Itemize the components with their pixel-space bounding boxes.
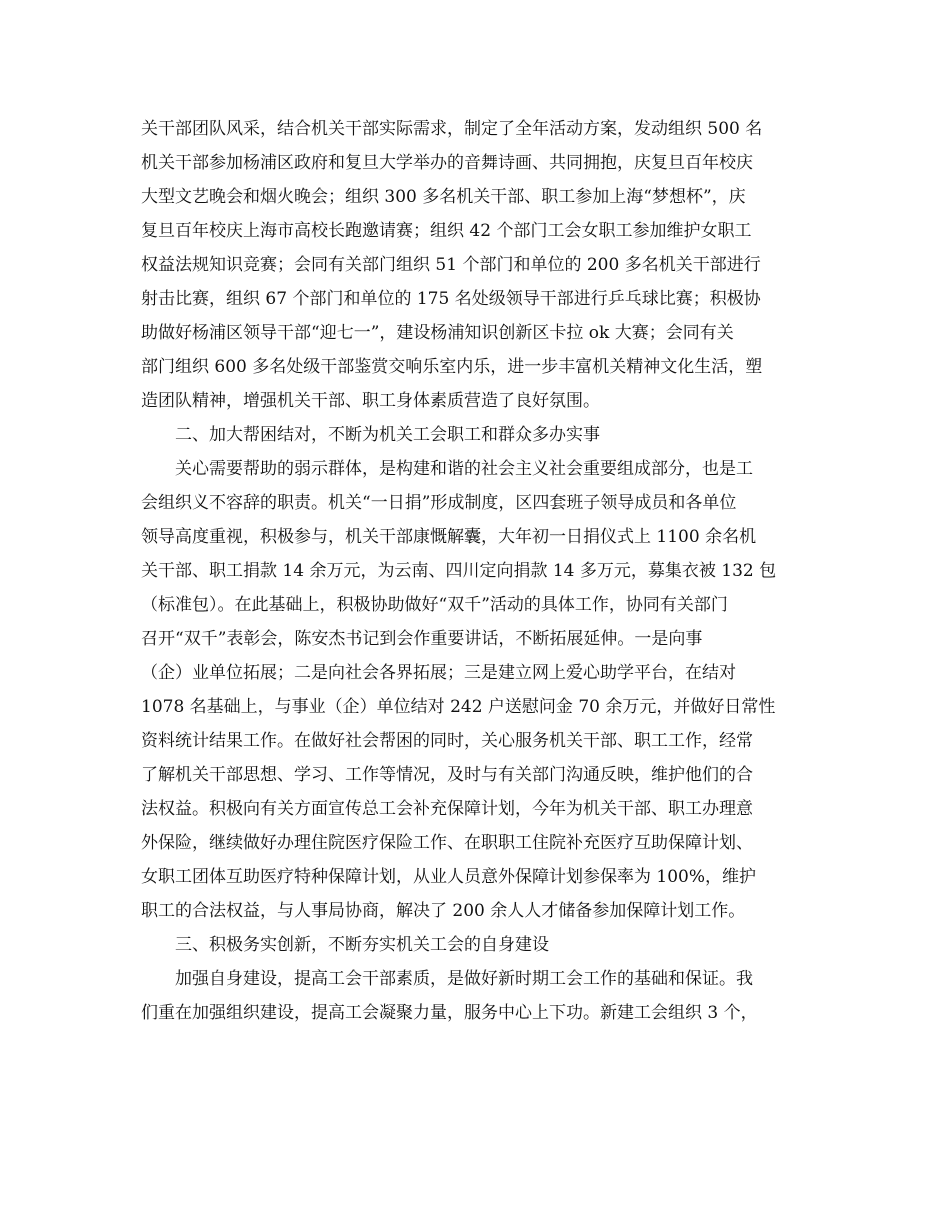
text-line: 权益法规知识竞赛；会同有关部门组织 51 个部门和单位的 200 多名机关干部进行	[141, 255, 761, 275]
text-line: 造团队精神，增强机关干部、职工身体素质营造了良好氛围。	[141, 391, 600, 411]
document-body	[141, 112, 813, 1030]
text-line: 法权益。积极向有关方面宣传总工会补充保障计划，今年为机关干部、职工办理意	[141, 799, 753, 819]
text-line: 射击比赛，组织 67 个部门和单位的 175 名处级领导干部进行乒乓球比赛；积极协	[141, 289, 761, 309]
text-line: （标准包）。在此基础上，积极协助做好“双千”活动的具体工作，协同有关部门	[141, 595, 728, 615]
text-line: 们重在加强组织建设，提高工会凝聚力量，服务中心上下功。新建工会组织 3 个，	[141, 1003, 758, 1023]
paragraph-start: 关心需要帮助的弱示群体，是构建和谐的社会主义社会重要组成部分，也是工	[175, 459, 753, 479]
text-line: 复旦百年校庆上海市高校长跑邀请赛；组织 42 个部门工会女职工参加维护女职工	[141, 221, 752, 241]
text-line: 关干部、职工捐款 14 余万元，为云南、四川定向捐款 14 多万元，募集衣被 132 包	[141, 561, 777, 581]
text-line: 助做好杨浦区领导干部“迎七一”，建设杨浦知识创新区卡拉 ok 大赛；会同有关	[141, 323, 734, 343]
text-line: 职工的合法权益，与人事局协商，解决了 200 余人人才储备参加保障计划工作。	[141, 901, 746, 921]
text-line: 部门组织 600 多名处级干部鉴赏交响乐室内乐，进一步丰富机关精神文化生活，塑	[141, 357, 763, 377]
text-line: 大型文艺晚会和烟火晚会；组织 300 多名机关干部、职工参加上海“梦想杯”，庆	[141, 187, 746, 207]
text-line: 会组织义不容辞的职责。机关“一日捐”形成制度，区四套班子领导成员和各单位	[141, 493, 737, 513]
text-line: 机关干部参加杨浦区政府和复旦大学举办的音舞诗画、共同拥抱，庆复旦百年校庆	[141, 153, 753, 173]
text-line: 关干部团队风采，结合机关干部实际需求，制定了全年活动方案，发动组织 500 名	[141, 119, 763, 139]
text-line: 外保险，继续做好办理住院医疗保险工作、在职职工住院补充医疗互助保障计划、	[141, 833, 753, 853]
paragraph-start: 加强自身建设，提高工会干部素质，是做好新时期工会工作的基础和保证。我	[175, 969, 753, 989]
section-heading: 二、加大帮困结对，不断为机关工会职工和群众多办实事	[175, 425, 600, 445]
text-line: 了解机关干部思想、学习、工作等情况，及时与有关部门沟通反映，维护他们的合	[141, 765, 753, 785]
text-line: 召开“双千”表彰会，陈安杰书记到会作重要讲话，不断拓展延伸。一是向事	[141, 629, 703, 649]
text-line: 资料统计结果工作。在做好社会帮困的同时，关心服务机关干部、职工工作，经常	[141, 731, 753, 751]
text-line: 领导高度重视，积极参与，机关干部康慨解囊，大年初一日捐仪式上 1100 余名机	[141, 527, 757, 547]
text-line: 女职工团体互助医疗特种保障计划，从业人员意外保障计划参保率为 100%，维护	[141, 867, 757, 887]
text-line: （企）业单位拓展；二是向社会各界拓展；三是建立网上爱心助学平台，在结对	[141, 663, 736, 683]
section-heading: 三、积极务实创新，不断夯实机关工会的自身建设	[175, 935, 549, 955]
text-line: 1078 名基础上，与事业（企）单位结对 242 户送慰问金 70 余万元，并做好日常性	[141, 697, 776, 717]
